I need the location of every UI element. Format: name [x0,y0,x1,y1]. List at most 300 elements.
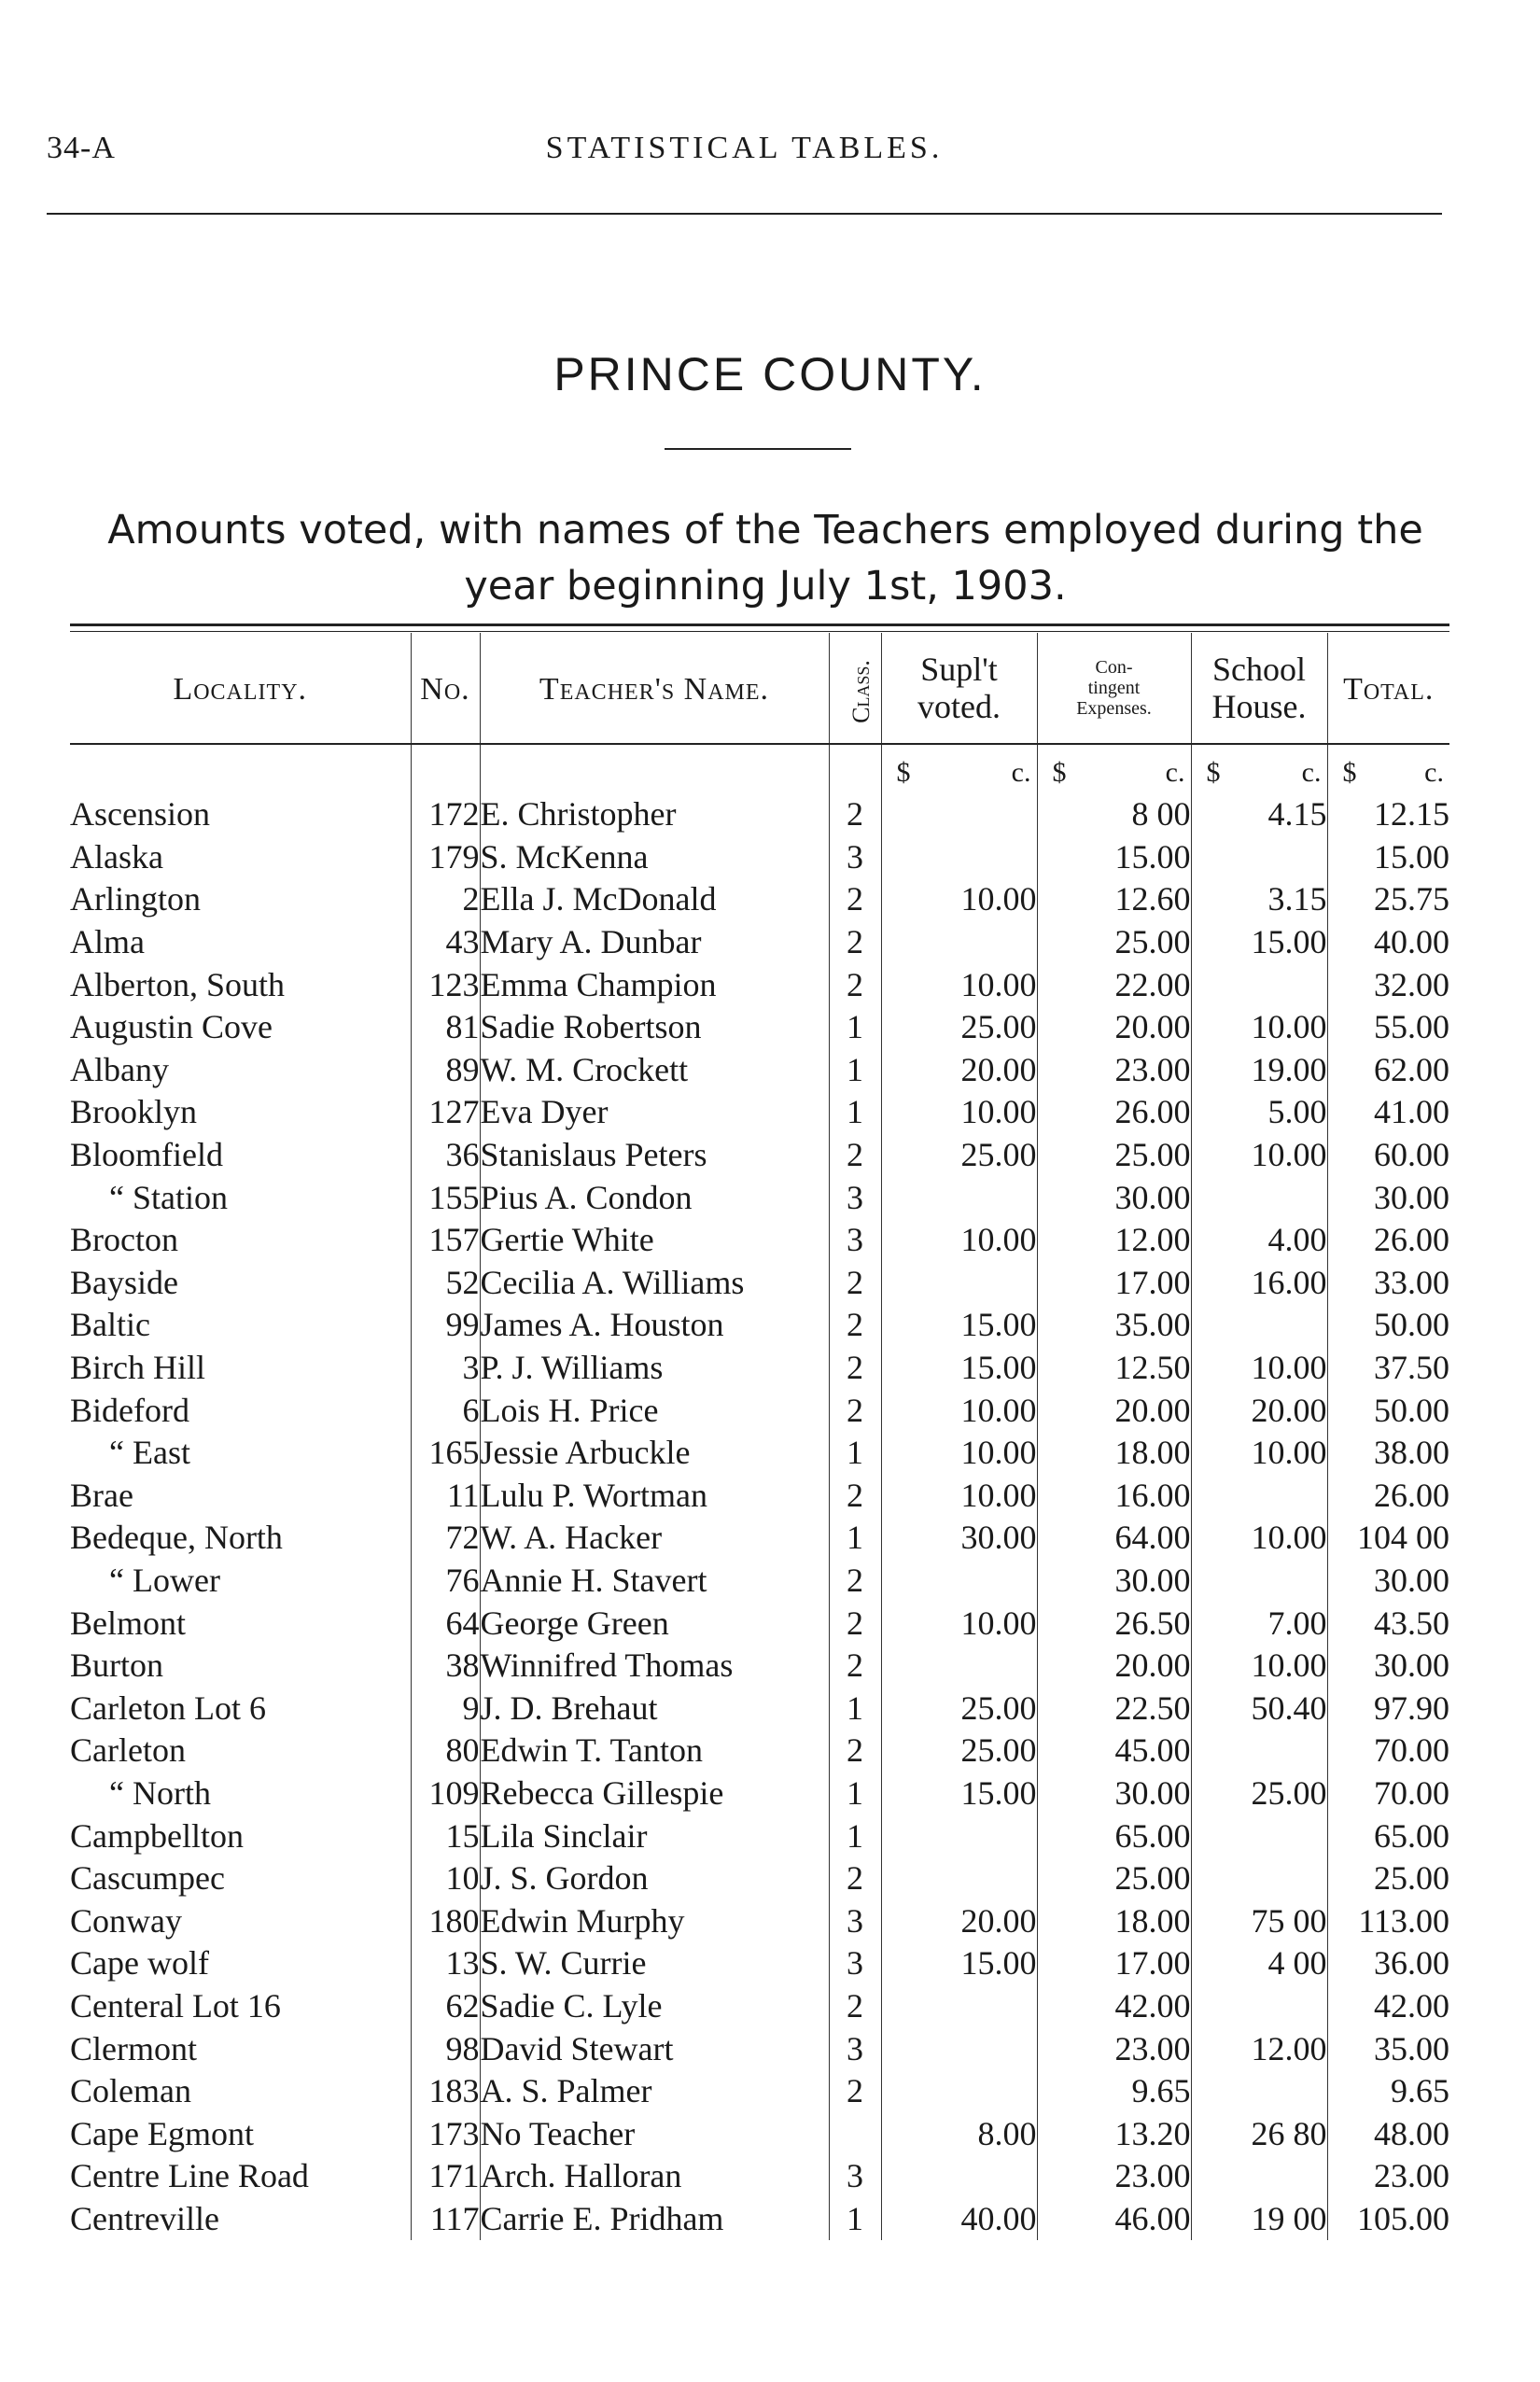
table-row [70,1985,1449,2028]
col-header-total: Total. [1327,633,1449,744]
cell-teacher: J. D. Brehaut [480,1687,829,1730]
cell-total: 35.00 [1327,2027,1449,2070]
cell-contingent: 46.00 [1037,2198,1191,2241]
cell-no: 36 [411,1134,480,1177]
cell-suppl: 10.00 [881,1602,1037,1645]
table-row [70,1049,1449,1092]
cell-contingent: 18.00 [1037,1899,1191,1942]
cell-school-house: 10.00 [1191,1517,1327,1560]
cell-class: 2 [829,1645,881,1688]
cell-contingent: 17.00 [1037,1262,1191,1305]
cell-total: 60.00 [1327,1134,1449,1177]
table-row [70,921,1449,964]
cell-total: 30.00 [1327,1645,1449,1688]
cell-suppl [881,1262,1037,1305]
cell-suppl: 15.00 [881,1772,1037,1815]
cell-locality: Bedeque, North [70,1519,283,1557]
table-row [70,2112,1449,2155]
cell-contingent: 22.50 [1037,1687,1191,1730]
cell-teacher: Lulu P. Wortman [480,1475,829,1518]
cell-total: 40.00 [1327,921,1449,964]
cell-class: 1 [829,1006,881,1049]
cell-no: 98 [411,2027,480,2070]
cell-teacher: Edwin Murphy [480,1899,829,1942]
cell-teacher: Annie H. Stavert [480,1560,829,1603]
cell-total: 33.00 [1327,1262,1449,1305]
cell-contingent: 25.00 [1037,921,1191,964]
cell-school-house [1191,1730,1327,1772]
cell-teacher: S. McKenna [480,836,829,879]
cell-locality: “ Lower [109,1561,220,1599]
cell-total: 41.00 [1327,1091,1449,1134]
cell-contingent: 30.00 [1037,1772,1191,1815]
cell-total: 48.00 [1327,2112,1449,2155]
cell-suppl [881,1985,1037,2028]
table-row [70,793,1449,836]
cell-teacher: Arch. Halloran [480,2155,829,2198]
cell-teacher: Mary A. Dunbar [480,921,829,964]
cell-class: 2 [829,1730,881,1772]
cell-teacher: Sadie C. Lyle [480,1985,829,2028]
cell-contingent: 20.00 [1037,1006,1191,1049]
cell-locality: Brae [70,1476,133,1514]
table-row [70,1687,1449,1730]
cell-locality: Clermont [70,2029,197,2067]
cell-school-house [1191,2155,1327,2198]
subtitle [65,502,1465,614]
cell-locality: Augustin Cove [70,1008,273,1046]
cell-suppl: 10.00 [881,1389,1037,1432]
cell-teacher: S. W. Currie [480,1942,829,1985]
cell-no: 179 [411,836,480,879]
table-row [70,2027,1449,2070]
unit-total: $ c. [1327,744,1449,793]
cell-no: 6 [411,1389,480,1432]
subtitle-line-1: Amounts voted, with names of the Teachers employed during the [107,507,1423,553]
title-rule [665,448,851,450]
table-row [70,1899,1449,1942]
cell-school-house: 7.00 [1191,1602,1327,1645]
cell-suppl: 10.00 [881,1432,1037,1475]
cell-total: 70.00 [1327,1772,1449,1815]
cell-school-house: 15.00 [1191,921,1327,964]
cell-contingent: 30.00 [1037,1176,1191,1219]
cell-class: 2 [829,1134,881,1177]
cell-class: 1 [829,1517,881,1560]
cell-suppl [881,836,1037,879]
cell-class: 2 [829,1560,881,1603]
table-row [70,1304,1449,1347]
cell-suppl [881,793,1037,836]
table-row [70,1645,1449,1688]
page-number: 34-A [47,131,116,165]
cell-total: 50.00 [1327,1389,1449,1432]
cell-no: 173 [411,2112,480,2155]
unit-contingent: $ c. [1037,744,1191,793]
cell-total: 30.00 [1327,1560,1449,1603]
cell-teacher: J. S. Gordon [480,1857,829,1900]
table-row [70,2198,1449,2241]
cell-suppl: 25.00 [881,1730,1037,1772]
cell-suppl [881,2027,1037,2070]
cell-no: 9 [411,1687,480,1730]
table-top-rule-thin [70,631,1449,632]
cell-contingent: 8 00 [1037,793,1191,836]
cell-class: 1 [829,2198,881,2241]
cell-school-house [1191,1475,1327,1518]
cell-suppl: 10.00 [881,1219,1037,1262]
cell-no: 62 [411,1985,480,2028]
cell-class: 2 [829,1985,881,2028]
unit-row [70,744,1449,793]
unit-suppl: $ c. [881,744,1037,793]
cell-total: 23.00 [1327,2155,1449,2198]
cell-locality: Conway [70,1901,182,1940]
cell-suppl: 20.00 [881,1899,1037,1942]
cell-teacher: James A. Houston [480,1304,829,1347]
table-row [70,878,1449,921]
cell-suppl [881,1176,1037,1219]
cell-locality: Bayside [70,1263,178,1301]
cell-no: 109 [411,1772,480,1815]
cell-school-house: 19.00 [1191,1049,1327,1092]
cell-no: 127 [411,1091,480,1134]
cell-total: 36.00 [1327,1942,1449,1985]
cell-contingent: 42.00 [1037,1985,1191,2028]
col-header-locality: Locality. [70,633,411,744]
cell-no: 123 [411,963,480,1006]
cell-teacher: Rebecca Gillespie [480,1772,829,1815]
cell-class: 2 [829,1602,881,1645]
cell-locality: Alberton, South [70,965,285,1003]
cell-suppl: 20.00 [881,1049,1037,1092]
cell-contingent: 35.00 [1037,1304,1191,1347]
cell-school-house: 5.00 [1191,1091,1327,1134]
table-row [70,2155,1449,2198]
cell-no: 89 [411,1049,480,1092]
cell-class: 3 [829,1176,881,1219]
table-row [70,1262,1449,1305]
cell-locality: Cape wolf [70,1944,209,1983]
cell-total: 50.00 [1327,1304,1449,1347]
cell-contingent: 30.00 [1037,1560,1191,1603]
col-header-teacher: Teacher's Name. [480,633,829,744]
cell-total: 43.50 [1327,1602,1449,1645]
cell-contingent: 23.00 [1037,2155,1191,2198]
cell-total: 70.00 [1327,1730,1449,1772]
cell-teacher: No Teacher [480,2112,829,2155]
cell-school-house: 12.00 [1191,2027,1327,2070]
cell-no: 64 [411,1602,480,1645]
cell-school-house: 3.15 [1191,878,1327,921]
table-row [70,2070,1449,2113]
cell-school-house: 10.00 [1191,1347,1327,1390]
cell-class: 2 [829,921,881,964]
cell-class: 1 [829,1687,881,1730]
cell-teacher: Lois H. Price [480,1389,829,1432]
cell-teacher: Edwin T. Tanton [480,1730,829,1772]
cell-teacher: Winnifred Thomas [480,1645,829,1688]
cell-locality: “ East [109,1434,190,1472]
page-header [47,131,1442,177]
cell-school-house: 10.00 [1191,1134,1327,1177]
cell-class: 1 [829,1049,881,1092]
cell-school-house: 75 00 [1191,1899,1327,1942]
cell-teacher: Sadie Robertson [480,1006,829,1049]
cell-locality: Cascumpec [70,1859,225,1898]
cell-school-house: 4.00 [1191,1219,1327,1262]
cell-no: 11 [411,1475,480,1518]
table-row [70,1176,1449,1219]
cell-no: 52 [411,1262,480,1305]
cell-contingent: 9.65 [1037,2070,1191,2113]
cell-contingent: 22.00 [1037,963,1191,1006]
cell-school-house: 4.15 [1191,793,1327,836]
cell-school-house [1191,1176,1327,1219]
table-row [70,963,1449,1006]
cell-school-house: 25.00 [1191,1772,1327,1815]
cell-locality: Centeral Lot 16 [70,1986,281,2025]
cell-class: 3 [829,1219,881,1262]
cell-contingent: 20.00 [1037,1389,1191,1432]
table-header-row [70,633,1449,744]
cell-locality: Campbellton [70,1816,244,1855]
table-row [70,1602,1449,1645]
cell-school-house: 20.00 [1191,1389,1327,1432]
cell-no: 171 [411,2155,480,2198]
cell-suppl: 10.00 [881,878,1037,921]
cell-contingent: 16.00 [1037,1475,1191,1518]
cell-class: 1 [829,1432,881,1475]
cell-teacher: George Green [480,1602,829,1645]
cell-contingent: 13.20 [1037,2112,1191,2155]
cell-contingent: 17.00 [1037,1942,1191,1985]
table-row [70,1772,1449,1815]
cell-teacher: Pius A. Condon [480,1176,829,1219]
cell-locality: Arlington [70,880,201,918]
cell-total: 25.75 [1327,878,1449,921]
cell-total: 62.00 [1327,1049,1449,1092]
cell-class: 2 [829,1262,881,1305]
table-row [70,1517,1449,1560]
cell-total: 12.15 [1327,793,1449,836]
cell-no: 72 [411,1517,480,1560]
cell-no: 15 [411,1815,480,1857]
cell-school-house: 10.00 [1191,1006,1327,1049]
cell-school-house [1191,2070,1327,2113]
unit-school-house: $ c. [1191,744,1327,793]
table-row [70,1347,1449,1390]
cell-no: 43 [411,921,480,964]
cell-suppl: 10.00 [881,963,1037,1006]
cell-contingent: 65.00 [1037,1815,1191,1857]
cell-class: 2 [829,1857,881,1900]
table-row [70,1475,1449,1518]
cell-no: 13 [411,1942,480,1985]
cell-school-house: 10.00 [1191,1645,1327,1688]
cell-teacher: David Stewart [480,2027,829,2070]
cell-suppl: 10.00 [881,1475,1037,1518]
cell-teacher: Cecilia A. Williams [480,1262,829,1305]
cell-suppl: 10.00 [881,1091,1037,1134]
subtitle-line-2: year beginning July 1st, 1903. [464,563,1067,610]
cell-locality: Bloomfield [70,1136,223,1174]
cell-contingent: 26.50 [1037,1602,1191,1645]
cell-total: 26.00 [1327,1219,1449,1262]
cell-teacher: W. M. Crockett [480,1049,829,1092]
running-head: STATISTICAL TABLES. [545,131,944,165]
cell-suppl [881,2070,1037,2113]
cell-no: 81 [411,1006,480,1049]
table-row [70,1857,1449,1900]
cell-school-house: 4 00 [1191,1942,1327,1985]
cell-total: 9.65 [1327,2070,1449,2113]
cell-total: 15.00 [1327,836,1449,879]
table-row [70,1006,1449,1049]
cell-teacher: E. Christopher [480,793,829,836]
cell-contingent: 64.00 [1037,1517,1191,1560]
cell-teacher: Lila Sinclair [480,1815,829,1857]
cell-suppl [881,1815,1037,1857]
cell-school-house: 10.00 [1191,1432,1327,1475]
cell-total: 104 00 [1327,1517,1449,1560]
cell-class: 3 [829,2027,881,2070]
cell-school-house [1191,1815,1327,1857]
cell-total: 30.00 [1327,1176,1449,1219]
cell-school-house: 16.00 [1191,1262,1327,1305]
cell-contingent: 12.60 [1037,878,1191,921]
cell-total: 55.00 [1327,1006,1449,1049]
cell-suppl: 25.00 [881,1006,1037,1049]
cell-no: 117 [411,2198,480,2241]
cell-suppl: 30.00 [881,1517,1037,1560]
cell-suppl: 8.00 [881,2112,1037,2155]
cell-locality: Ascension [70,795,210,834]
cell-school-house [1191,1857,1327,1900]
cell-teacher: Eva Dyer [480,1091,829,1134]
cell-contingent: 18.00 [1037,1432,1191,1475]
cell-class: 2 [829,2070,881,2113]
cell-class: 2 [829,793,881,836]
cell-no: 183 [411,2070,480,2113]
cell-suppl: 25.00 [881,1687,1037,1730]
col-header-class: Class. [829,633,881,744]
cell-teacher: Stanislaus Peters [480,1134,829,1177]
cell-locality: Burton [70,1646,164,1685]
cell-teacher: A. S. Palmer [480,2070,829,2113]
cell-suppl [881,1560,1037,1603]
cell-locality: Centre Line Road [70,2157,309,2195]
cell-total: 26.00 [1327,1475,1449,1518]
cell-suppl [881,1645,1037,1688]
cell-locality: “ North [109,1773,211,1812]
cell-locality: Carleton Lot 6 [70,1688,266,1727]
cell-no: 180 [411,1899,480,1942]
table-row [70,1432,1449,1475]
cell-contingent: 26.00 [1037,1091,1191,1134]
cell-locality: Bideford [70,1391,189,1429]
col-header-no: No. [411,633,480,744]
cell-class: 2 [829,963,881,1006]
cell-class: 3 [829,1899,881,1942]
cell-teacher: Gertie White [480,1219,829,1262]
cell-no: 172 [411,793,480,836]
header-rule [47,213,1442,215]
table-row [70,836,1449,879]
cell-contingent: 45.00 [1037,1730,1191,1772]
cell-contingent: 15.00 [1037,836,1191,879]
cell-no: 155 [411,1176,480,1219]
cell-locality: Belmont [70,1604,186,1642]
cell-no: 165 [411,1432,480,1475]
cell-school-house: 50.40 [1191,1687,1327,1730]
cell-teacher: P. J. Williams [480,1347,829,1390]
cell-suppl [881,2155,1037,2198]
table-top-rule [70,624,1449,626]
table-row [70,1730,1449,1772]
table-row [70,1134,1449,1177]
cell-school-house: 19 00 [1191,2198,1327,2241]
cell-total: 97.90 [1327,1687,1449,1730]
cell-class: 1 [829,1815,881,1857]
cell-no: 10 [411,1857,480,1900]
teachers-table [70,633,1449,2240]
cell-suppl: 25.00 [881,1134,1037,1177]
cell-total: 105.00 [1327,2198,1449,2241]
cell-total: 113.00 [1327,1899,1449,1942]
cell-class: 2 [829,878,881,921]
cell-locality: Birch Hill [70,1349,205,1387]
cell-class: 2 [829,1347,881,1390]
cell-class: 2 [829,1389,881,1432]
cell-total: 42.00 [1327,1985,1449,2028]
cell-class: 3 [829,836,881,879]
cell-contingent: 25.00 [1037,1134,1191,1177]
cell-suppl: 40.00 [881,2198,1037,2241]
cell-teacher: Emma Champion [480,963,829,1006]
cell-school-house [1191,1560,1327,1603]
cell-total: 25.00 [1327,1857,1449,1900]
col-header-contingent: Con- tingent Expenses. [1037,633,1191,744]
cell-contingent: 20.00 [1037,1645,1191,1688]
cell-class: 1 [829,1091,881,1134]
cell-teacher: Jessie Arbuckle [480,1432,829,1475]
cell-locality: Brocton [70,1221,178,1259]
table-row [70,1219,1449,1262]
page-title: PRINCE COUNTY. [553,348,987,400]
cell-contingent: 12.50 [1037,1347,1191,1390]
cell-no: 80 [411,1730,480,1772]
cell-total: 37.50 [1327,1347,1449,1390]
cell-school-house [1191,1985,1327,2028]
cell-locality: Cape Egmont [70,2114,254,2152]
cell-locality: Brooklyn [70,1093,198,1131]
cell-no: 38 [411,1645,480,1688]
cell-teacher: Ella J. McDonald [480,878,829,921]
cell-contingent: 12.00 [1037,1219,1191,1262]
cell-locality: Alaska [70,837,163,876]
cell-total: 65.00 [1327,1815,1449,1857]
cell-suppl [881,921,1037,964]
cell-locality: Alma [70,923,145,961]
cell-class: 1 [829,1772,881,1815]
cell-locality: Centreville [70,2199,219,2237]
cell-locality: “ Station [109,1178,228,1216]
cell-suppl [881,1857,1037,1900]
cell-school-house [1191,1304,1327,1347]
cell-total: 38.00 [1327,1432,1449,1475]
cell-suppl: 15.00 [881,1942,1037,1985]
